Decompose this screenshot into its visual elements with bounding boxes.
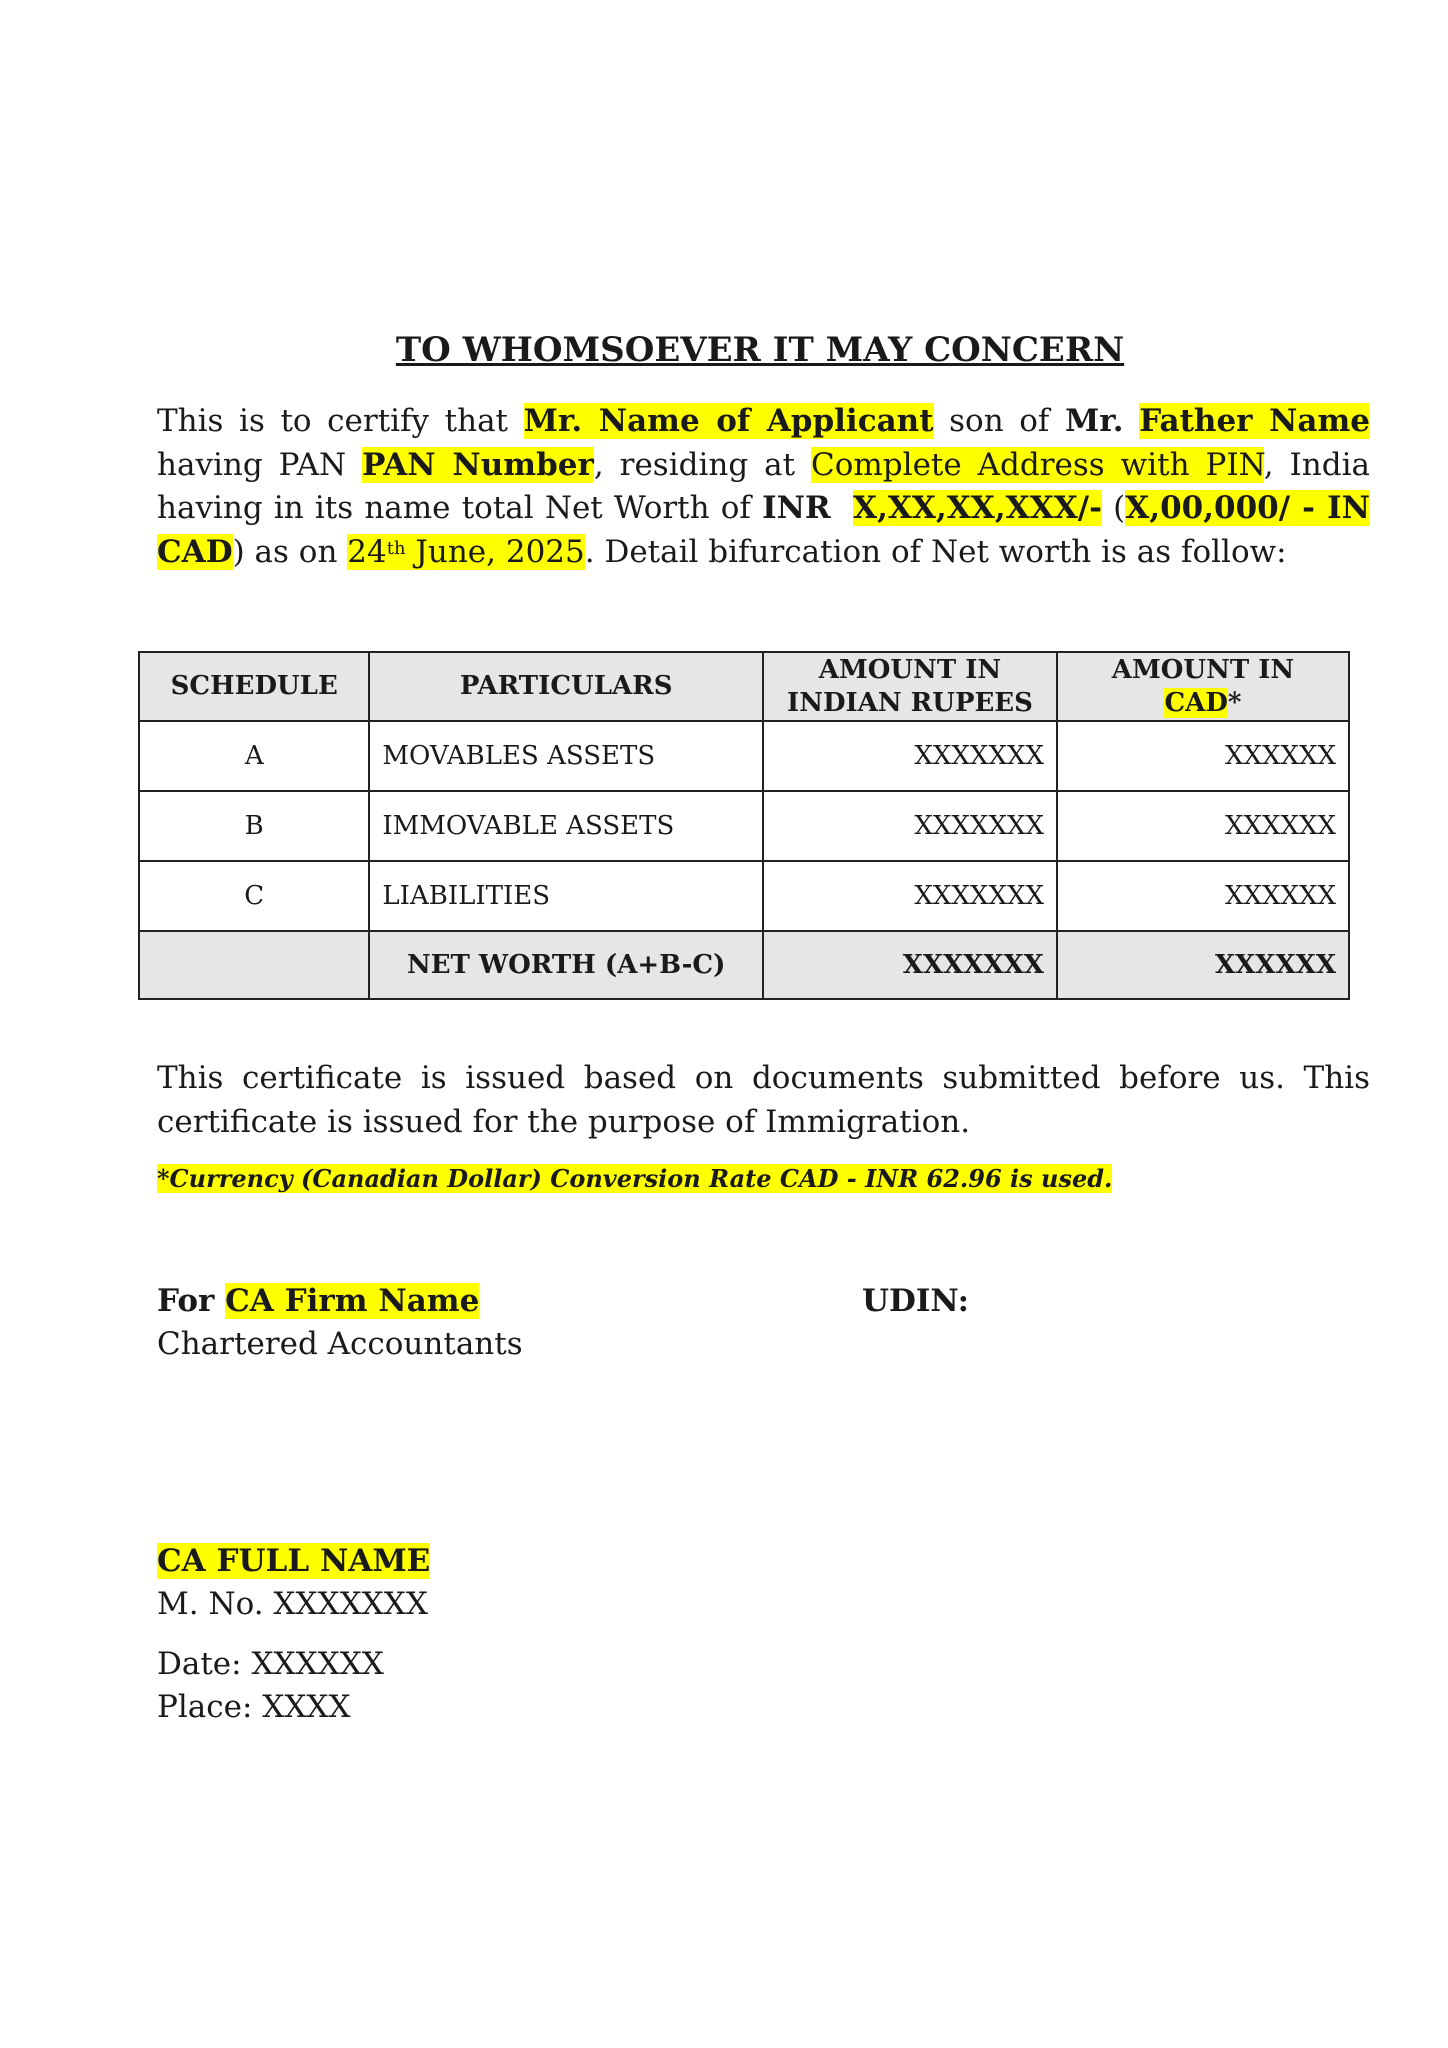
table-row [139, 721, 1349, 791]
header-inr-line2: INDIAN RUPEES [787, 687, 1033, 718]
inr-amount-cell: XXXXXXX [763, 861, 1057, 931]
date-day: 24 [347, 533, 387, 570]
cad-amount: X,00,000/ - IN CAD [157, 490, 1370, 570]
cad-amount-cell: XXXXXX [1057, 721, 1349, 791]
firm-block [157, 1280, 523, 1366]
father-prefix: Mr. [1064, 403, 1124, 439]
header-cad-highlight: CAD [1164, 687, 1228, 718]
udin-label: UDIN: [862, 1283, 970, 1319]
firm-designation: Chartered Accountants [157, 1326, 523, 1362]
conversion-rate-text: *Currency (Canadian Dollar) Conversion Rate CAD - INR 62.96 is used. [157, 1164, 1113, 1193]
header-schedule: SCHEDULE [139, 652, 369, 721]
cert-text-6: ( [1102, 490, 1126, 526]
certificate-date [347, 534, 584, 570]
cert-text-7: ) as on [232, 533, 348, 570]
net-worth-cad: XXXXXX [1057, 931, 1349, 999]
signatory-block [157, 1540, 430, 1729]
address: Complete Address with PIN [811, 446, 1264, 483]
total-schedule-cell [139, 931, 369, 999]
cert-text-4: , residing at [593, 446, 812, 483]
cert-text-5: , India having in its name total Net Worth of [157, 446, 1370, 526]
cert-text-1: This is to certify that [157, 403, 524, 439]
cad-amount-cell: XXXXXX [1057, 861, 1349, 931]
particular-cell: IMMOVABLE ASSETS [369, 791, 763, 861]
applicant-name: Mr. Name of Applicant [523, 403, 934, 439]
net-worth-table [138, 651, 1350, 1000]
table-row [139, 861, 1349, 931]
schedule-cell: B [139, 791, 369, 861]
date-month-year: June, 2025 [405, 533, 585, 570]
header-amount-inr [763, 652, 1057, 721]
cert-text-3: having PAN [157, 446, 363, 483]
particular-cell: MOVABLES ASSETS [369, 721, 763, 791]
header-amount-cad [1057, 652, 1349, 721]
header-particulars: PARTICULARS [369, 652, 763, 721]
net-worth-inr: XXXXXXX [763, 931, 1057, 999]
inr-amount: X,XX,XX,XXX/- [853, 490, 1102, 526]
cad-amount-cell: XXXXXX [1057, 791, 1349, 861]
schedule-cell: C [139, 861, 369, 931]
header-inr-line1: AMOUNT IN [818, 654, 1002, 685]
date-suffix: th [386, 537, 406, 559]
signed-date: Date: XXXXXX [157, 1646, 384, 1682]
particular-cell: LIABILITIES [369, 861, 763, 931]
inr-amount-cell: XXXXXXX [763, 791, 1057, 861]
signed-place: Place: XXXX [157, 1689, 351, 1725]
inr-label: INR [762, 490, 831, 526]
ca-full-name: CA FULL NAME [157, 1543, 431, 1579]
net-worth-total-row [139, 931, 1349, 999]
header-cad-suffix: * [1227, 687, 1242, 718]
conversion-footnote [157, 1163, 1112, 1195]
firm-line [157, 1280, 523, 1323]
membership-number: M. No. XXXXXXX [157, 1586, 428, 1622]
inr-amount-cell: XXXXXXX [763, 721, 1057, 791]
certificate-paragraph [157, 400, 1370, 574]
cert-text-2: son of [933, 403, 1065, 439]
net-worth-label: NET WORTH (A+B-C) [369, 931, 763, 999]
purpose-note: This certificate is issued based on documents submitted before us. This certificate is issued for the purpose of Immigration. [157, 1060, 1370, 1140]
table-header-row [139, 652, 1349, 721]
pan-number: PAN Number [362, 446, 594, 483]
father-name: Father Name [1139, 403, 1370, 439]
cert-text-8: . Detail bifurcation of Net worth is as follow: [584, 533, 1287, 570]
schedule-cell: A [139, 721, 369, 791]
for-label: For [157, 1283, 226, 1319]
table-row [139, 791, 1349, 861]
header-cad-prefix: AMOUNT IN [1111, 654, 1295, 685]
firm-name: CA Firm Name [225, 1283, 480, 1319]
document-title: TO WHOMSOEVER IT MAY CONCERN [395, 330, 1125, 370]
